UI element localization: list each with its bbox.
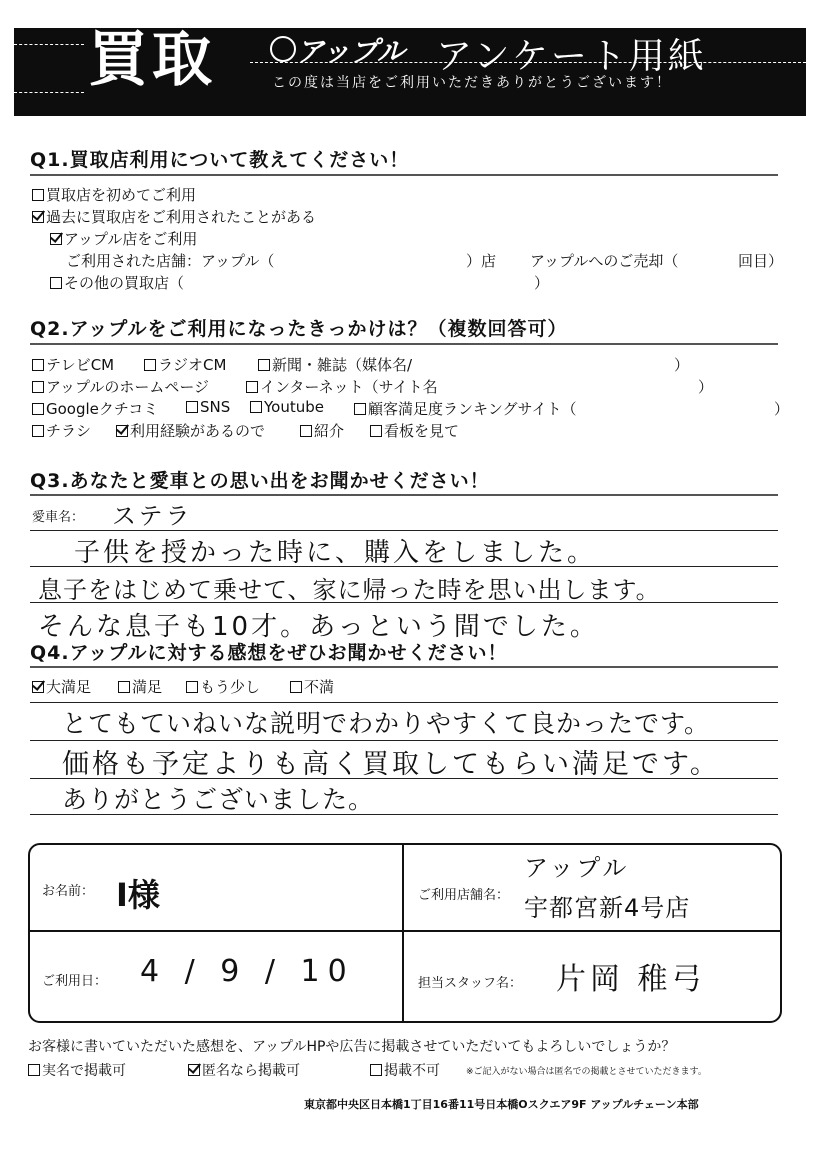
checkbox[interactable] [32,189,44,201]
option-label: 実名で掲載可 [42,1063,126,1079]
q4-answer-line-3: ありがとうございました。 [62,785,375,814]
q2-option-google[interactable] [32,398,158,419]
q1-sell-suffix: 回目） [738,252,784,270]
car-name-value: ステラ [112,502,193,530]
option-label: 掲載不可 [384,1063,440,1079]
option-label: 過去に買取店をご利用されたことがある [46,208,317,226]
checkbox[interactable] [258,359,270,371]
checkbox[interactable] [32,359,44,371]
q2-option-radiocm[interactable] [144,354,226,375]
ruled-line [30,566,778,567]
page-subtitle: この度は当店をご利用いただきありがとうございます！ [272,75,672,91]
q2-close-3: ） [774,400,790,418]
checkbox-checked[interactable] [32,211,44,223]
option-label: 不満 [304,678,335,696]
q3-answer-line-1: 子供を授かった時に、購入をしました。 [74,538,597,568]
store-label: ご利用店舗名： [418,888,510,903]
q4-answer-line-1: とてもていねいな説明でわかりやすくて良かったです。 [62,709,711,738]
q2-heading: Q2.アップルをご利用になったきっかけは？（複数回答可） [30,318,568,340]
option-label: アップル店をご利用 [64,230,198,248]
q1-sell-count-label: アップルへのご売却（ [530,252,679,270]
checkbox-checked[interactable] [188,1064,200,1076]
option-label: チラシ [46,422,92,440]
q4-rule [30,666,778,668]
q3-answer-line-3: そんな息子も10才。あっという間でした。 [38,612,599,642]
q4-answer-line-2: 価格も予定よりも高く買取してもらい満足です。 [62,749,720,780]
table-divider-vertical [402,843,404,1023]
checkbox[interactable] [186,401,198,413]
q4-heading: Q4.アップルに対する感想をぜひお聞かせください！ [30,642,508,664]
q2-option-youtube[interactable] [250,398,324,416]
header-dashline-left-2 [14,92,84,93]
checkbox[interactable] [250,401,262,413]
q1-option-apple[interactable] [50,228,197,249]
option-label: 買取店を初めてご利用 [46,186,197,204]
ruled-line [30,702,778,703]
checkbox[interactable] [28,1064,40,1076]
q1-heading: Q1.買取店利用について教えてください！ [30,149,410,171]
checkbox[interactable] [354,403,366,415]
checkbox[interactable] [290,681,302,693]
option-label: 紹介 [314,422,345,440]
store-value-line-2: 宇都宮新4号店 [524,894,691,922]
q1-store-suffix: ）店 [466,252,497,270]
q4-option-satisfied[interactable] [118,676,162,697]
option-label: SNS [200,398,231,416]
date-label: ご利用日： [42,974,108,989]
q1-other-close: ） [534,274,550,292]
checkbox[interactable] [32,403,44,415]
name-label: お名前： [42,884,95,899]
option-label: 新聞・雑誌（媒体名/ [272,356,413,374]
logo-kaitori: 買取 [88,25,216,95]
q2-option-tvcm[interactable] [32,354,114,375]
q2-option-referral[interactable] [300,420,344,441]
option-label: テレビCM [46,356,115,374]
ruled-line [30,740,778,741]
option-label: 顧客満足度ランキングサイト（ [368,400,577,418]
q3-heading: Q3.あなたと愛車との思い出をお聞かせください！ [30,470,490,492]
name-value: I様 [116,876,160,914]
q2-option-signboard[interactable] [370,420,459,441]
checkbox-checked[interactable] [116,425,128,437]
q1-option-first[interactable] [32,184,196,205]
q2-option-internet[interactable] [246,376,438,397]
checkbox[interactable] [118,681,130,693]
option-label: 匿名なら掲載可 [202,1063,300,1079]
ruled-line [30,602,778,603]
car-name-label: 愛車名： [32,510,85,525]
option-label: 看板を見て [384,422,460,440]
option-label: アップルのホームページ [46,378,210,396]
staff-value: 片岡 稚弓 [556,962,706,997]
staff-label: 担当スタッフ名： [418,976,523,991]
page-title: アンケート用紙 [436,36,707,77]
option-label: 大満足 [46,678,92,696]
q2-close-2: ） [698,378,714,396]
checkbox[interactable] [246,381,258,393]
q4-option-very-satisfied[interactable] [32,676,91,697]
q1-store-used-label: ご利用された店舗：アップル（ [66,252,275,270]
option-label: ラジオCM [158,356,227,374]
consent-option-decline[interactable] [370,1060,440,1080]
option-label: Googleクチコミ [46,400,159,418]
q2-option-ranking[interactable] [354,398,577,419]
q4-option-so-so[interactable] [186,676,260,697]
checkbox-checked[interactable] [32,681,44,693]
store-value-line-1: アップル [524,854,630,882]
checkbox-checked[interactable] [50,233,62,245]
checkbox[interactable] [370,1064,382,1076]
q1-option-other[interactable] [50,272,184,293]
q2-option-sns[interactable] [186,398,230,416]
q1-rule [30,174,778,176]
consent-question: お客様に書いていただいた感想を、アップルHPや広告に掲載させていただいてもよろしいでしょうか？ [28,1039,676,1055]
option-label: インターネット（サイト名 [260,378,438,396]
checkbox[interactable] [186,681,198,693]
checkbox[interactable] [144,359,156,371]
apple-logo-icon [270,36,296,62]
checkbox[interactable] [50,277,62,289]
table-divider-horizontal [28,930,780,932]
ruled-line [30,530,778,531]
checkbox[interactable] [32,425,44,437]
q2-option-homepage[interactable] [32,376,209,397]
q2-rule [30,343,778,345]
q1-option-past[interactable] [32,206,316,227]
checkbox[interactable] [370,425,382,437]
footer-address: 東京都中央区日本橋1丁目16番11号日本橋Oスクエア9F アップルチェーン本部 [304,1098,699,1111]
ruled-line [30,778,778,779]
checkbox[interactable] [32,381,44,393]
date-value: 4 / 9 / 10 [140,954,355,989]
option-label: Youtube [264,398,324,416]
ruled-line [30,814,778,815]
consent-option-anonymous[interactable] [188,1060,300,1080]
q3-answer-line-2: 息子をはじめて乗せて、家に帰った時を思い出します。 [38,576,661,604]
q2-option-newspaper[interactable] [258,354,412,375]
q2-option-experience[interactable] [116,420,265,441]
consent-option-realname[interactable] [28,1060,126,1080]
option-label: 満足 [132,678,163,696]
q4-option-unsatisfied[interactable] [290,676,334,697]
q2-option-flyer[interactable] [32,420,91,441]
q2-close-1: ） [674,356,690,374]
option-label: もう少し [200,678,261,696]
header-dashline-left [14,44,84,45]
consent-note: ※ご記入がない場合は匿名での掲載とさせていただきます。 [466,1067,707,1077]
checkbox[interactable] [300,425,312,437]
option-label: 利用経験があるので [130,422,266,440]
brand-name: アップル [296,35,405,68]
option-label: その他の買取店（ [64,274,185,292]
